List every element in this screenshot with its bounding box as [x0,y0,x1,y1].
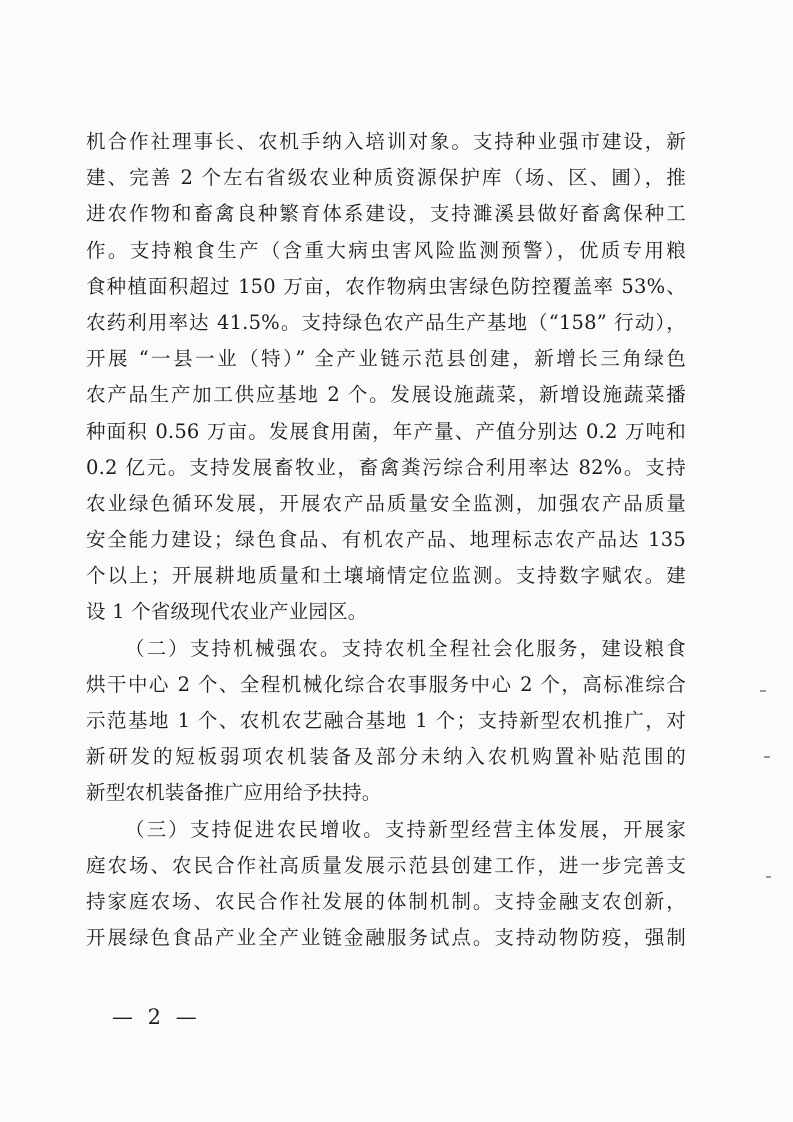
scan-margin-mark [764,756,770,758]
text-line: 新研发的短板弱项农机装备及部分未纳入农机购置补贴范围的 [86,745,686,769]
scan-margin-mark [760,690,766,692]
text-line: 农业绿色循环发展，开展农产品质量安全监测，加强农产品质量 [86,491,686,515]
paragraph-1 [86,124,686,631]
text-line: 设 1 个省级现代农业产业园区。 [86,600,368,624]
text-line: 开展 “一县一业（特）” 全产业链示范县创建，新增长三角绿色 [86,347,686,371]
text-line: （二）支持机械强农。支持农机全程社会化服务，建设粮食 [125,636,686,660]
text-line: （三）支持促进农民增收。支持新型经营主体发展，开展家 [125,817,686,841]
text-line: 机合作社理事长、农机手纳入培训对象。支持种业强市建设，新 [86,130,686,153]
text-line: 建、完善 2 个左右省级农业种质资源保护库（场、区、圃），推 [86,166,686,190]
text-line: 持家庭农场、农民合作社发展的体制机制。支持金融支农创新， [86,889,686,913]
text-line: 庭农场、农民合作社高质量发展示范县创建工作，进一步完善支 [86,853,686,877]
text-line: 烘干中心 2 个、全程机械化综合农事服务中心 2 个，高标准综合 [86,672,686,696]
text-line: 种面积 0.56 万亩。发展食用菌，年产量、产值分别达 0.2 万吨和 [86,419,686,443]
document-body [86,124,686,956]
page-number: — 2 — [112,1005,201,1029]
text-line: 食种植面积超过 150 万亩，农作物病虫害绿色防控覆盖率 53%、 [86,274,686,298]
text-line: 示范基地 1 个、农机农艺融合基地 1 个；支持新型农机推广，对 [86,709,686,732]
paragraph-3 [86,812,686,957]
text-line: 农产品生产加工供应基地 2 个。发展设施蔬菜，新增设施蔬菜播 [86,383,686,407]
text-line: 开展绿色食品产业全产业链金融服务试点。支持动物防疫，强制 [86,926,686,950]
text-line: 个以上；开展耕地质量和土壤墒情定位监测。支持数字赋农。建 [86,564,686,588]
paragraph-2 [86,631,686,812]
text-line: 安全能力建设；绿色食品、有机农产品、地理标志农产品达 135 [86,528,686,552]
text-line: 0.2 亿元。支持发展畜牧业，畜禽粪污综合利用率达 82%。支持 [86,455,686,479]
text-line: 进农作物和畜禽良种繁育体系建设，支持濉溪县做好畜禽保种工 [86,202,686,226]
text-line: 新型农机装备推广应用给予扶持。 [86,781,382,805]
scan-margin-mark [766,876,771,878]
text-line: 作。支持粮食生产（含重大病虫害风险监测预警），优质专用粮 [86,238,686,262]
text-line: 农药利用率达 41.5%。支持绿色农产品生产基地（“158” 行动）， [86,310,686,334]
